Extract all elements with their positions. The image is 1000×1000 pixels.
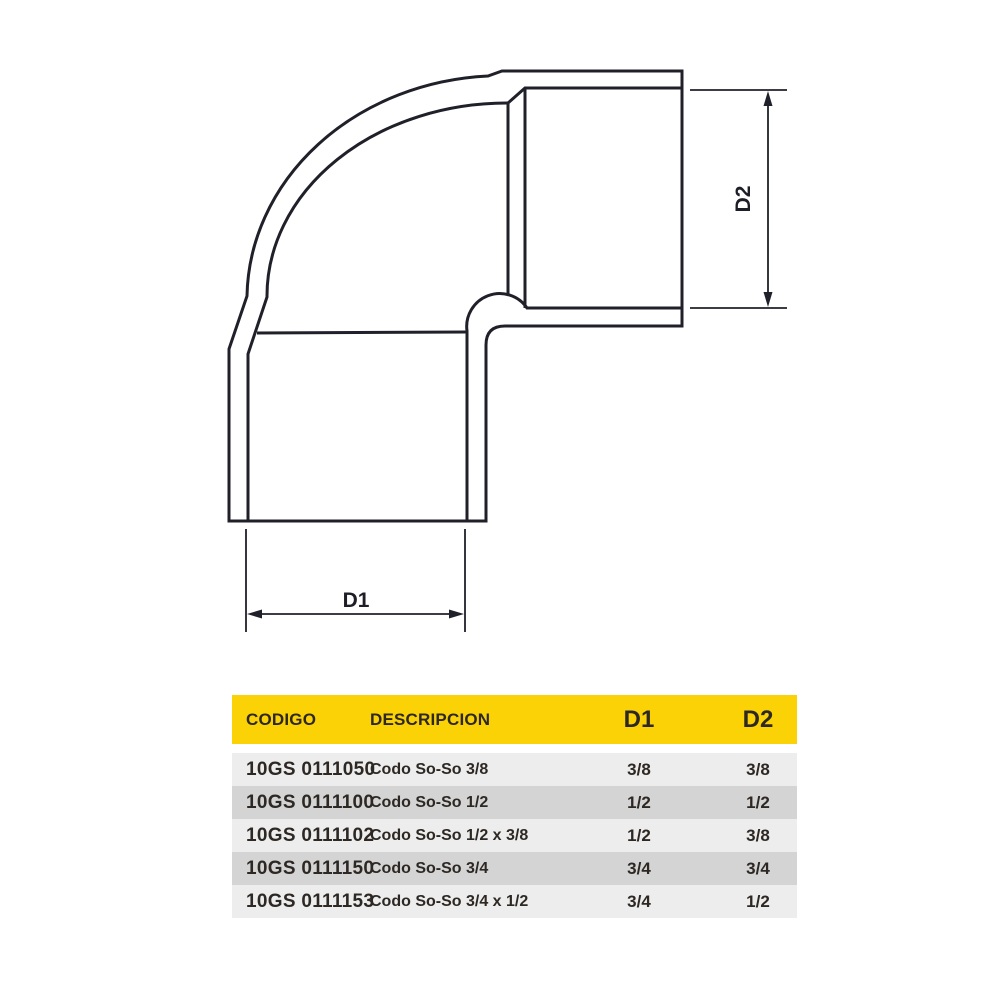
cell-descripcion: Codo So-So 3/8 — [370, 760, 489, 778]
cell-codigo: 10GS 0111153 — [246, 890, 375, 912]
cell-codigo: 10GS 0111150 — [246, 857, 375, 879]
cell-descripcion: Codo So-So 3/4 x 1/2 — [370, 892, 529, 910]
cell-d2: 1/2 — [746, 891, 770, 911]
cell-d1: 1/2 — [627, 792, 651, 812]
cell-d2: 3/8 — [746, 759, 770, 779]
cell-d2: 3/8 — [746, 825, 770, 845]
table-row — [232, 852, 797, 885]
header-cell-d2: D2 — [742, 705, 774, 733]
lower-socket-stop-line — [257, 332, 467, 333]
spec-table — [232, 695, 797, 918]
elbow-inner-wall — [248, 88, 682, 521]
cell-d2: 1/2 — [746, 792, 770, 812]
d1-arrow-left — [247, 610, 262, 619]
table-header — [232, 695, 797, 744]
elbow-outer-outline — [229, 71, 682, 521]
table-row — [232, 753, 797, 786]
d1-dimension-label: D1 — [342, 589, 370, 612]
table-row — [232, 885, 797, 918]
cell-descripcion: Codo So-So 3/4 — [370, 859, 489, 877]
cell-d1: 3/4 — [627, 891, 651, 911]
cell-codigo: 10GS 0111100 — [246, 791, 375, 813]
cell-d1: 3/8 — [627, 759, 651, 779]
cell-codigo: 10GS 0111102 — [246, 824, 375, 846]
header-cell-d1: D1 — [623, 705, 655, 733]
cell-d1: 3/4 — [627, 858, 651, 878]
table-body — [232, 753, 797, 918]
table-row — [232, 786, 797, 819]
cell-codigo: 10GS 0111050 — [246, 758, 376, 780]
cell-d1: 1/2 — [627, 825, 651, 845]
header-cell-codigo: CODIGO — [246, 709, 317, 729]
header-cell-descripcion: DESCRIPCION — [370, 709, 491, 729]
table-row — [232, 819, 797, 852]
d2-arrow-bottom — [764, 292, 773, 307]
d1-arrow-right — [449, 610, 464, 619]
d2-arrow-top — [764, 91, 773, 106]
d2-dimension-label: D2 — [732, 185, 755, 213]
cell-d2: 3/4 — [746, 858, 770, 878]
cell-descripcion: Codo So-So 1/2 — [370, 793, 489, 811]
cell-descripcion: Codo So-So 1/2 x 3/8 — [370, 826, 529, 844]
